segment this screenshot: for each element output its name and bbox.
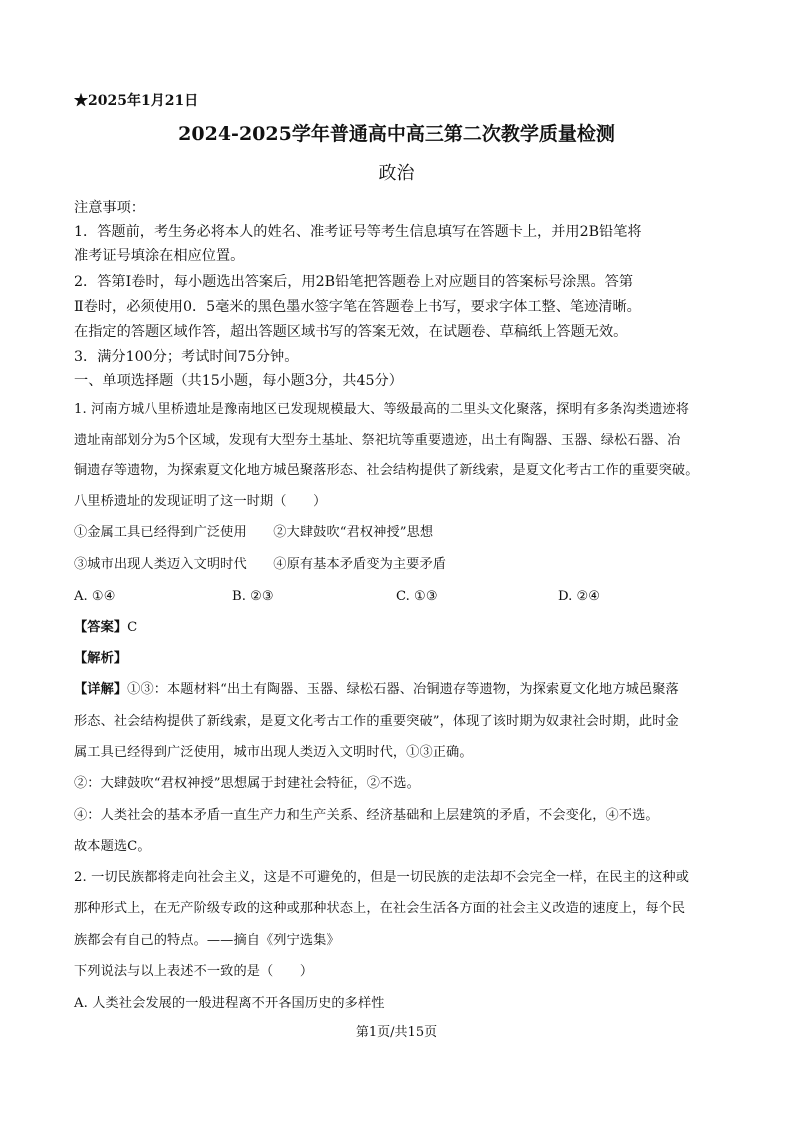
answer-line bbox=[74, 618, 137, 638]
statement-line: ③城市出现人类迈入文明时代 ④原有基本矛盾变为主要矛盾 bbox=[74, 557, 447, 572]
answer-tag: 【答案】 bbox=[74, 620, 128, 635]
analysis-tag: 【解析】 bbox=[74, 651, 128, 666]
section-heading: 一、单项选择题（共15小题，每小题3分，共45分） bbox=[74, 373, 403, 389]
notice-line: 3．满分100分；考试时间75分钟。 bbox=[74, 349, 299, 365]
detail-line: 属工具已经得到广泛使用，城市出现人类迈入文明时代，①③正确。 bbox=[74, 745, 473, 760]
question-stem-line: 遗址南部划分为5个区域，发现有大型夯土基址、祭祀坑等重要遗迹，出土有陶器、玉器、绿松石器、冶 bbox=[74, 433, 681, 448]
page-footer: 第1页/共15页 bbox=[355, 1025, 438, 1040]
question-stem-line: 下列说法与以上表述不一致的是（ ） bbox=[74, 964, 314, 979]
detail-text: ①③：本题材料“出土有陶器、玉器、绿松石器、冶铜遗存等遗物，为探索夏文化地方城邑聚落 bbox=[127, 682, 679, 697]
notice-line: Ⅱ卷时，必须使用0．5毫米的黑色墨水签字笔在答题卷上书写，要求字体工整、笔迹清晰。 bbox=[74, 299, 641, 315]
option-d: D. ②④ bbox=[558, 589, 601, 604]
question-stem-line: 铜遗存等遗物，为探索夏文化地方城邑聚落形态、社会结构提供了新线索，是夏文化考古工作的重要突破。 bbox=[74, 463, 699, 478]
notice-line: 1．答题前，考生务必将本人的姓名、准考证号等考生信息填写在答题卡上，并用2B铅笔将 bbox=[74, 224, 642, 240]
detail-tag: 【详解】 bbox=[74, 682, 128, 697]
notice-heading: 注意事项： bbox=[74, 200, 145, 216]
exam-date: ★2025年1月21日 bbox=[74, 93, 199, 109]
option-b: B. ②③ bbox=[232, 589, 274, 604]
detail-line: ④：人类社会的基本矛盾一直生产力和生产关系、经济基础和上层建筑的矛盾，不会变化，④不选。 bbox=[74, 808, 659, 823]
statement-line: ①金属工具已经得到广泛使用 ②大肆鼓吹“君权神授”思想 bbox=[74, 525, 434, 540]
detail-line: 形态、社会结构提供了新线索，是夏文化考古工作的重要突破”，体现了该时期为奴隶社会时期，此时金 bbox=[74, 714, 679, 729]
question-stem-line: 1. 河南方城八里桥遗址是豫南地区已发现规模最大、等级最高的二里头文化聚落，探明有多条沟类遗迹将 bbox=[74, 402, 690, 417]
question-stem-line: 族都会有自己的特点。——摘自《列宁选集》 bbox=[74, 933, 340, 948]
notice-line: 2．答第Ⅰ卷时，每小题选出答案后，用2B铅笔把答题卷上对应题目的答案标号涂黑。答第 bbox=[74, 274, 634, 290]
detail-line bbox=[74, 680, 679, 700]
option-a: A. 人类社会发展的一般进程离不开各国历史的多样性 bbox=[74, 996, 385, 1011]
notice-line: 在指定的答题区域作答，超出答题区域书写的答案无效，在试题卷、草稿纸上答题无效。 bbox=[74, 324, 628, 340]
question-stem-line: 2. 一切民族都将走向社会主义，这是不可避免的，但是一切民族的走法却不会完全一样，在民主的这种或 bbox=[74, 870, 690, 885]
option-a: A. ①④ bbox=[74, 589, 116, 604]
exam-title: 2024-2025学年普通高中高三第二次教学质量检测 bbox=[178, 123, 615, 145]
option-c: C. ①③ bbox=[396, 589, 438, 604]
detail-line: 故本题选C。 bbox=[74, 839, 151, 854]
detail-line: ②：大肆鼓吹“君权神授”思想属于封建社会特征，②不选。 bbox=[74, 776, 420, 791]
notice-line: 准考证号填涂在相应位置。 bbox=[74, 248, 245, 264]
subject-title: 政治 bbox=[378, 163, 415, 184]
question-stem-line: 那种形式上，在无产阶级专政的这种或那种状态上，在社会生活各方面的社会主义改造的速度上，每个民 bbox=[74, 901, 686, 916]
question-stem-line: 八里桥遗址的发现证明了这一时期（ ） bbox=[74, 494, 327, 509]
answer-value: C bbox=[127, 620, 138, 635]
